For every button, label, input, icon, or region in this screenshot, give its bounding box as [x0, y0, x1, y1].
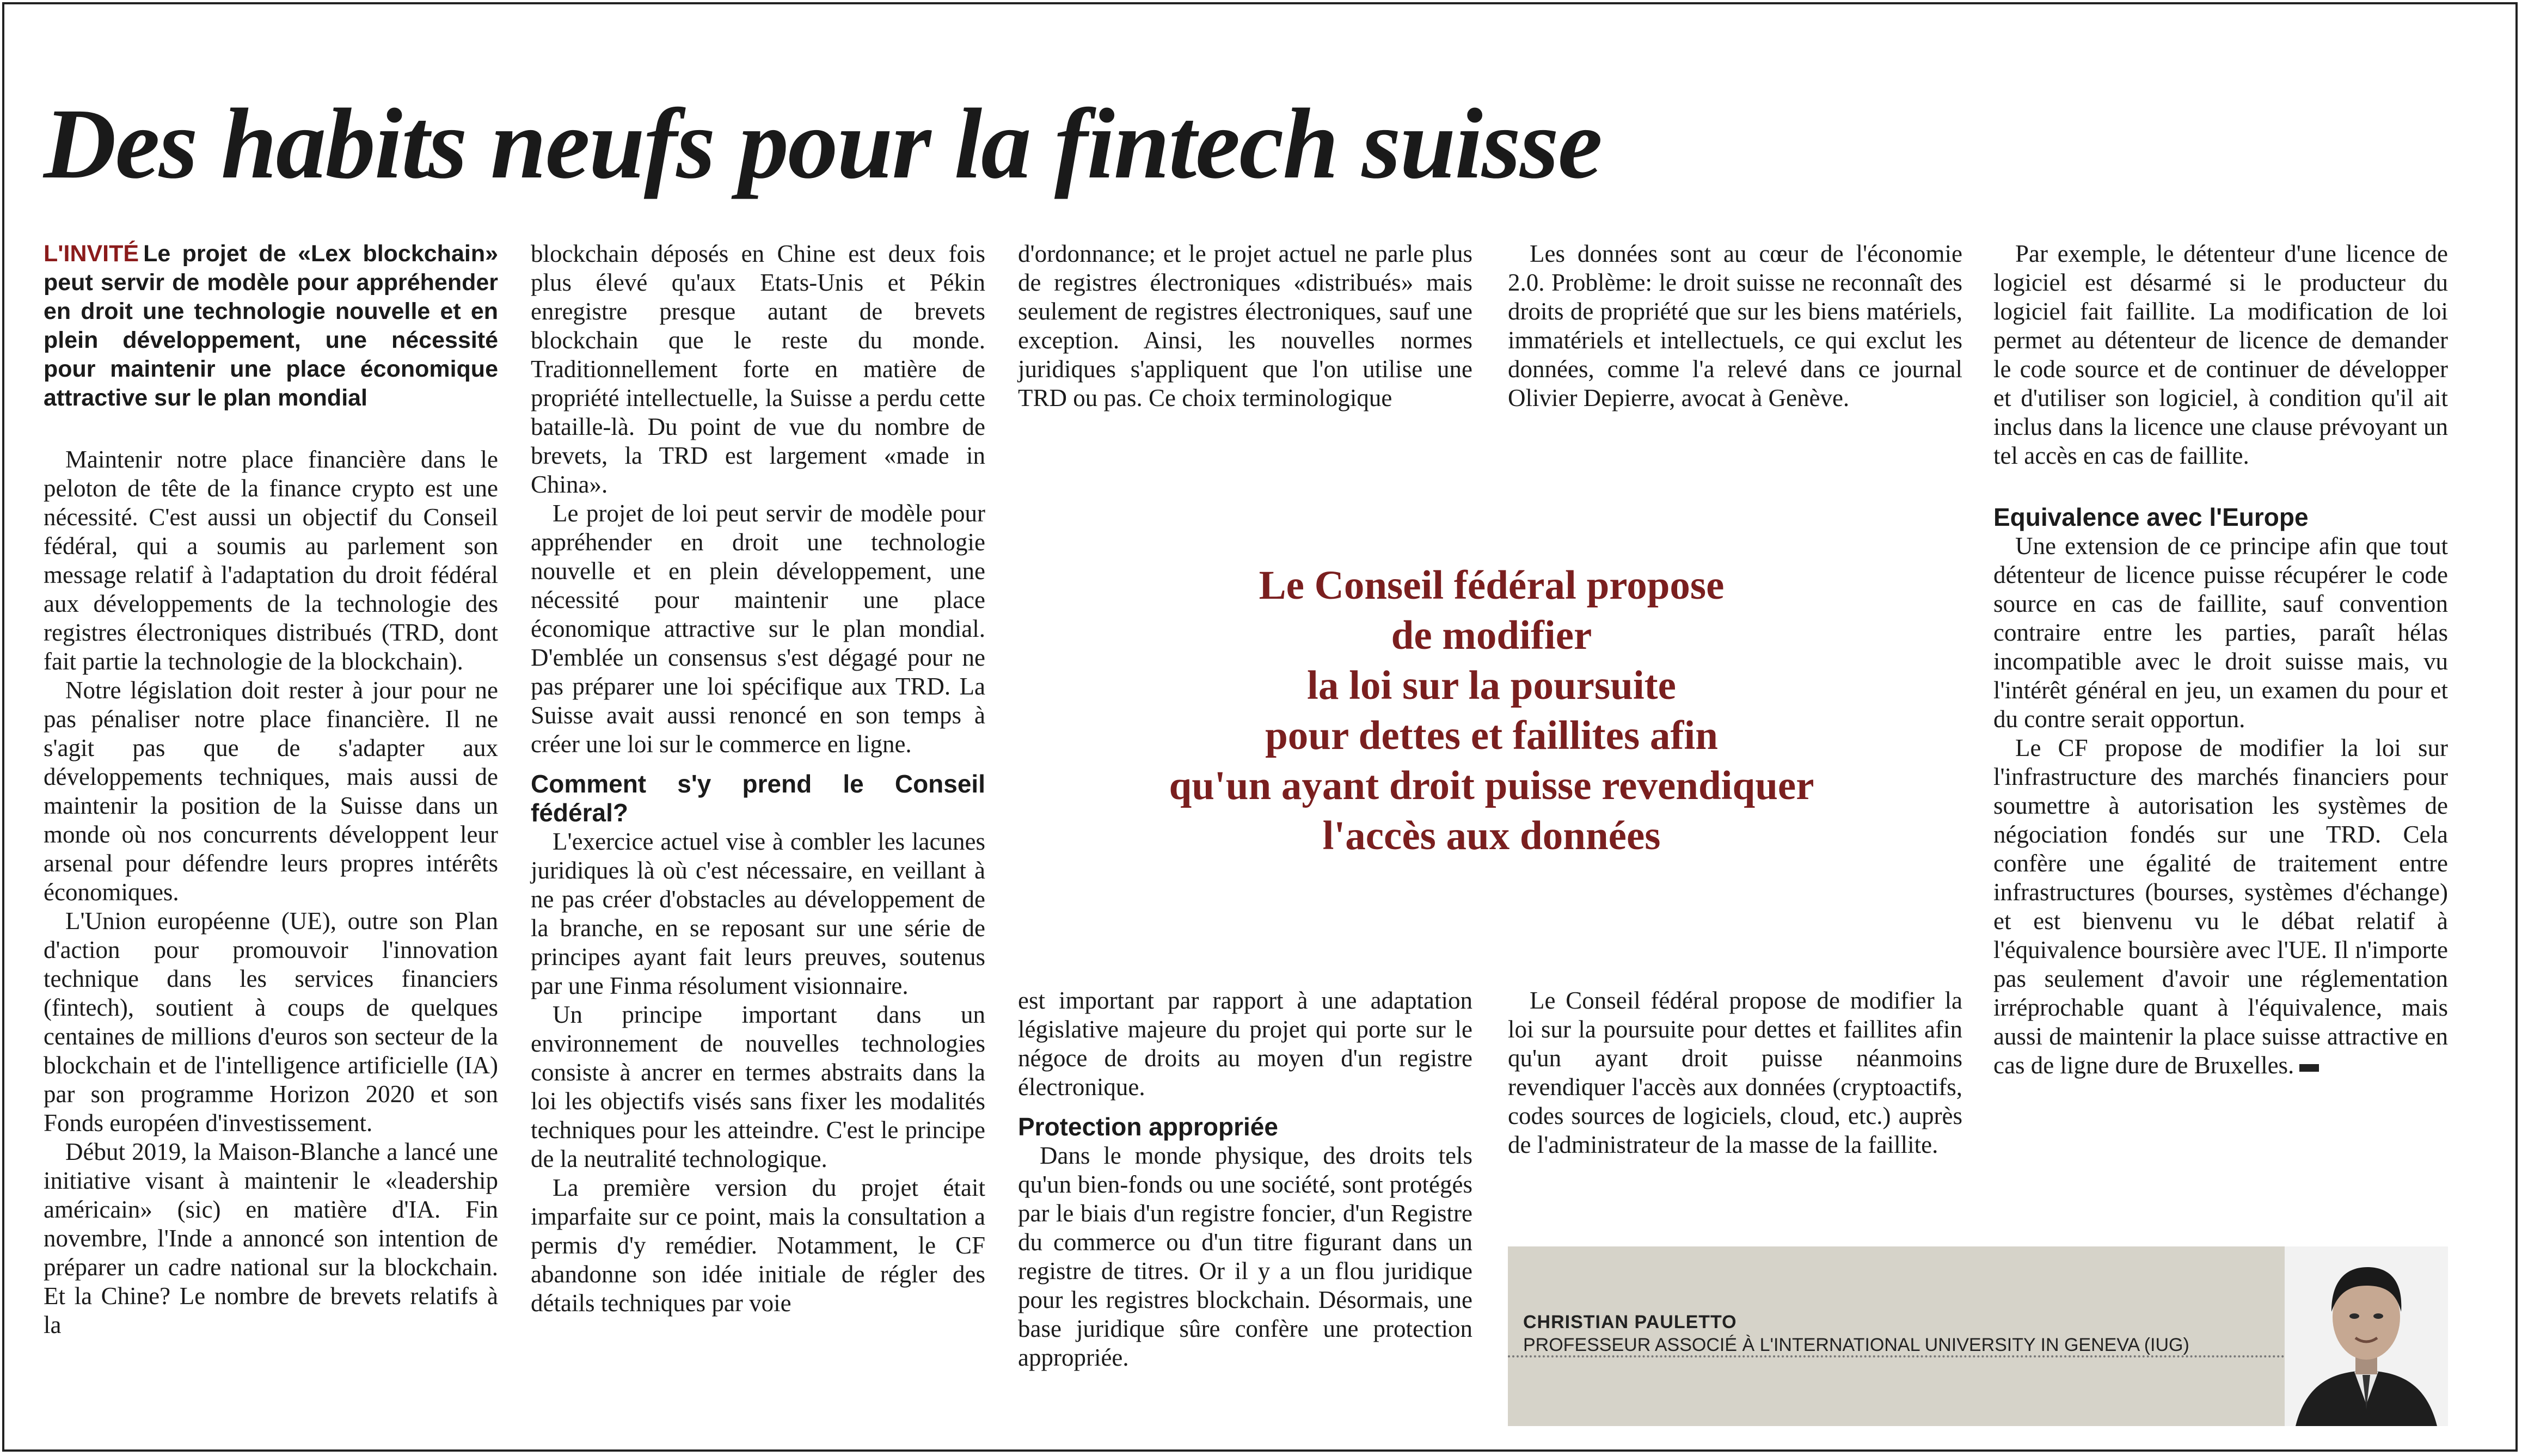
column-4-top	[1508, 239, 1962, 413]
column-2	[531, 239, 985, 1318]
pull-quote	[1067, 561, 1916, 861]
author-photo	[2285, 1246, 2448, 1426]
paragraph: Le Conseil fédéral propose de modifier la loi sur la poursuite pour dettes et faillites afin qu'un ayant droit puisse néanmoins revendiquer l'accès aux données (cryptoactifs, codes sources de logiciels, cloud, etc.) auprès de l'administrateur de la masse de la faillite.	[1508, 987, 1962, 1158]
paragraph: Les données sont au cœur de l'économie 2.0. Problème: le droit suisse ne reconnaît des droits de propriété que sur les biens matériels, immatériels et intellectuels, ce qui exclut les données, comme l'a relevé dans ce journal Olivier Depierre, avocat à Genève.	[1508, 240, 1962, 411]
subheading: Protection appropriée	[1018, 1113, 1278, 1141]
column-5	[1993, 239, 2448, 1080]
lead-block	[44, 239, 498, 413]
column-1	[44, 239, 498, 1340]
author-name: CHRISTIAN PAULETTO	[1523, 1312, 1737, 1332]
paragraph: Une extension de ce principe afin que tout détenteur de licence puisse récupérer le code source en cas de faillite, sauf convention contraire entre les parties, paraît hélas incompatible avec le droit suisse mais, vu l'intérêt général en jeu, un examen du pour et du contre serait opportun.	[1993, 532, 2448, 733]
column-3-bottom	[1018, 986, 1472, 1372]
paragraph: blockchain déposés en Chine est deux fois plus élevé qu'aux Etats-Unis et Pékin enregistre presque autant de brevets blockchain que le reste du monde. Traditionnellement forte en matière de propriété intellectuelle, la Suisse a perdu cette bataille-là. Du point de vue du nombre de brevets, la TRD est largement «made in China».	[531, 240, 985, 498]
article-title: Des habits neufs pour la fintech suisse	[44, 88, 1601, 200]
paragraph: L'exercice actuel vise à combler les lacunes juridiques là où c'est nécessaire, en veillant à ne pas créer d'obstacles au développement de la branche, en se reposant sur une série de principes ayant fait leurs preuves, soutenus par une Finma résolument visionnaire.	[531, 828, 985, 999]
subheading: Equivalence avec l'Europe	[1993, 503, 2309, 531]
paragraph: d'ordonnance; et le projet actuel ne parle plus de registres électroniques «distribués» mais seulement de registres électroniques, sauf une exception. Ainsi, les nouvelles normes juridiques s'appliquent que l'on utilise une TRD ou pas. Ce choix terminologique	[1018, 240, 1472, 411]
kicker-label: L'INVITÉ	[44, 241, 139, 267]
paragraph: Par exemple, le détenteur d'une licence de logiciel est désarmé si le producteur du logiciel fait faillite. La modification de loi permet au détenteur de licence de demander le code source et de continuer de développer et d'utiliser son logiciel, à condition qu'il ait inclus dans la licence une clause prévoyant un tel accès en cas de faillite.	[1993, 240, 2448, 469]
pull-quote-line: l'accès aux données	[1322, 813, 1661, 858]
author-role: PROFESSEUR ASSOCIÉ À L'INTERNATIONAL UNIVERSITY IN GENEVA (IUG)	[1523, 1335, 2189, 1355]
paragraph: Notre législation doit rester à jour pour ne pas pénaliser notre place financière. Il ne s'agit pas que de s'adapter aux développements techniques, mais aussi de maintenir la position de la Suisse dans un monde où nos concurrents développent leur arsenal pour défendre leurs propres intérêts économiques.	[44, 677, 498, 906]
paragraph-text: Le CF propose de modifier la loi sur l'infrastructure des marchés financiers pour soumettre à autorisation les systèmes de négociation fondés sur une TRD. Cela confère une égalité de traitement entre infrastructures (bourses, systèmes d'échange) et est bienvenu vu le débat relatif à l'équivalence boursière avec l'UE. Il n'importe pas seulement d'avoir une réglementation irréprochable quant à l'équivalence, mais aussi de maintenir la place suisse attractive en cas de ligne dure de Bruxelles.	[1993, 734, 2448, 1079]
dotted-divider	[1508, 1355, 2285, 1357]
portrait-icon	[2285, 1246, 2448, 1426]
paragraph: La première version du projet était imparfaite sur ce point, mais la consultation a permis d'y remédier. Notamment, le CF abandonne son idée initiale de régler des détails techniques par voie	[531, 1174, 985, 1317]
paragraph: Maintenir notre place financière dans le peloton de tête de la finance crypto est une nécessité. C'est aussi un objectif du Conseil fédéral, qui a soumis au parlement son message relatif à l'adaptation du droit fédéral aux développements de la technologie des registres électroniques distribués (TRD, dont fait partie la technologie de la blockchain).	[44, 446, 498, 675]
subheading: Comment s'y prend le Conseil fédéral?	[531, 770, 985, 827]
paragraph: Début 2019, la Maison-Blanche a lancé une initiative visant à maintenir le «leadership américain» (sic) en matière d'IA. Fin novembre, l'Inde a annoncé son intention de préparer un cadre national sur la blockchain. Et la Chine? Le nombre de brevets relatifs à la	[44, 1138, 498, 1338]
author-box	[1508, 1246, 2448, 1426]
pull-quote-line: de modifier	[1391, 613, 1592, 658]
pull-quote-line: pour dettes et faillites afin	[1265, 713, 1718, 758]
pull-quote-line: Le Conseil fédéral propose	[1259, 563, 1725, 608]
end-mark-icon	[2299, 1064, 2319, 1072]
column-4-bottom	[1508, 986, 1962, 1159]
pull-quote-line: la loi sur la poursuite	[1307, 663, 1676, 708]
paragraph	[1993, 734, 2448, 1080]
lead-text: Le projet de «Lex blockchain» peut servir de modèle pour appréhender en droit une technologie nouvelle et en plein développement, une nécessité pour maintenir une place économique attractive sur le plan mondial	[44, 241, 498, 411]
paragraph: Dans le monde physique, des droits tels qu'un bien-fonds ou une société, sont protégés par le biais d'un registre foncier, d'un Registre du commerce ou d'un titre figurant dans un registre de titres. Or il y a un flou juridique pour les registres blockchain. Désormais, une base juridique sûre confère une protection appropriée.	[1018, 1142, 1472, 1371]
paragraph: Le projet de loi peut servir de modèle pour appréhender en droit une technologie nouvelle et en plein développement, une nécessité pour maintenir une place économique attractive sur le plan mondial. D'emblée un consensus s'est dégagé pour ne pas préparer une loi spécifique aux TRD. La Suisse avait aussi renoncé en son temps à créer une loi sur le commerce en ligne.	[531, 500, 985, 758]
pull-quote-line: qu'un ayant droit puisse revendiquer	[1169, 763, 1814, 808]
column-3-top	[1018, 239, 1472, 413]
paragraph: Un principe important dans un environnement de nouvelles technologies consiste à ancrer en termes abstraits dans la loi les objectifs visés sans fixer les modalités techniques pour les atteindre. C'est le principe de la neutralité technologique.	[531, 1001, 985, 1172]
paragraph: L'Union européenne (UE), outre son Plan d'action pour promouvoir l'innovation technique dans les services financiers (fintech), soutient à coups de quelques centaines de millions d'euros son secteur de la blockchain et de l'intelligence artificielle (IA) par son programme Horizon 2020 et son Fonds européen d'investissement.	[44, 907, 498, 1136]
paragraph: est important par rapport à une adaptation législative majeure du projet qui porte sur le négoce de droits au moyen d'un registre électronique.	[1018, 987, 1472, 1101]
